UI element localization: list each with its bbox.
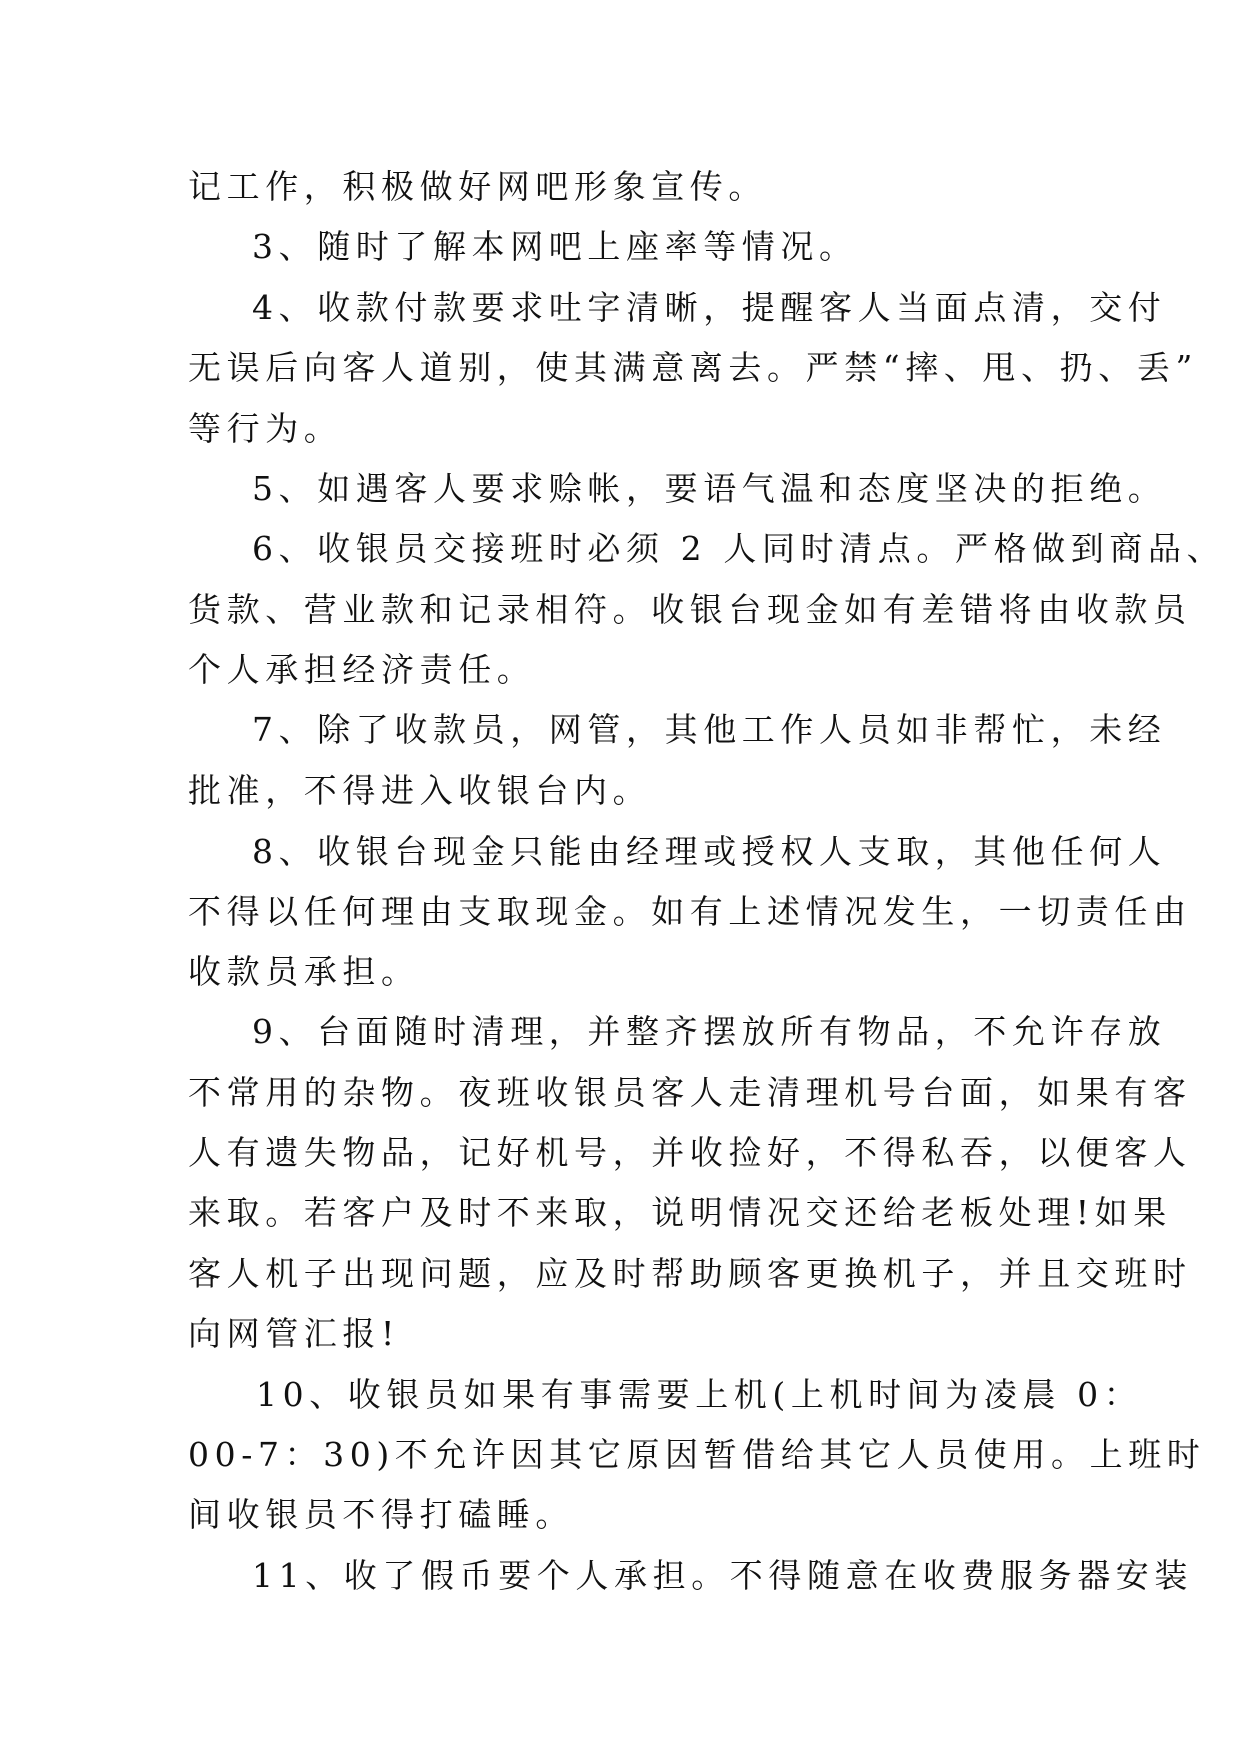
text-line: 7、除了收款员，网管，其他工作人员如非帮忙，未经: [252, 710, 1167, 749]
text-line: 收款员承担。: [188, 952, 420, 991]
text-line: 4、收款付款要求吐字清晰，提醒客人当面点清，交付: [252, 288, 1167, 327]
text-line: 11、收了假币要个人承担。不得随意在收费服务器安装: [252, 1556, 1193, 1595]
text-line: 9、台面随时清理，并整齐摆放所有物品，不允许存放: [252, 1012, 1167, 1051]
text-line: 货款、营业款和记录相符。收银台现金如有差错将由收款员: [188, 590, 1192, 629]
text-line: 个人承担经济责任。: [188, 650, 536, 689]
text-line: 等行为。: [188, 409, 343, 448]
text-line: 00-7：30)不允许因其它原因暂借给其它人员使用。上班时: [188, 1435, 1206, 1474]
text-line: 不得以任何理由支取现金。如有上述情况发生，一切责任由: [188, 892, 1192, 931]
text-line: 3、随时了解本网吧上座率等情况。: [252, 227, 858, 266]
text-line: 来取。若客户及时不来取，说明情况交还给老板处理!如果: [188, 1193, 1172, 1232]
text-line: 不常用的杂物。夜班收银员客人走清理机号台面，如果有客: [188, 1073, 1192, 1112]
text-line: 向网管汇报!: [188, 1314, 400, 1353]
text-line: 间收银员不得打磕睡。: [188, 1495, 574, 1534]
text-line: 客人机子出现问题，应及时帮助顾客更换机子，并且交班时: [188, 1254, 1192, 1293]
text-line: 无误后向客人道别，使其满意离去。严禁“摔、甩、扔、丢”: [188, 348, 1198, 387]
text-line: 6、收银员交接班时必须 2 人同时清点。严格做到商品、: [252, 529, 1226, 568]
text-line: 5、如遇客人要求赊帐，要语气温和态度坚决的拒绝。: [252, 469, 1167, 508]
text-line: 人有遗失物品，记好机号，并收捡好，不得私吞，以便客人: [188, 1133, 1192, 1172]
text-line: 8、收银台现金只能由经理或授权人支取，其他任何人: [252, 832, 1167, 871]
text-line: 10、收银员如果有事需要上机(上机时间为凌晨 0：: [256, 1375, 1143, 1414]
text-line: 批准，不得进入收银台内。: [188, 771, 652, 810]
text-line: 记工作，积极做好网吧形象宣传。: [188, 167, 767, 206]
